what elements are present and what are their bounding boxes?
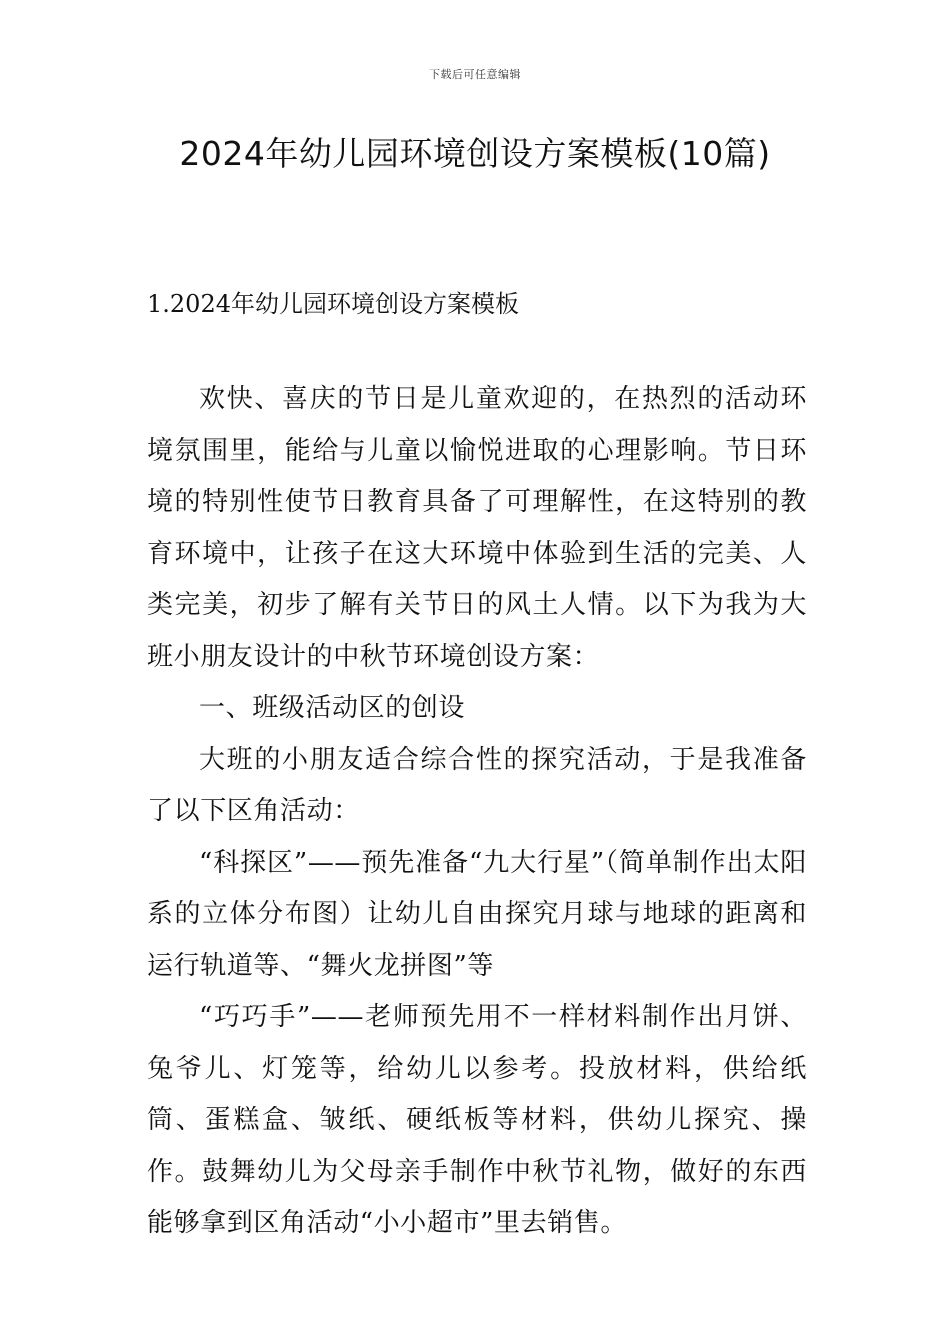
paragraph-science-area: “科探区”——预先准备“九大行星”（简单制作出太阳系的立体分布图）让幼儿自由探究月球与地球的距离和运行轨道等、“舞火龙拼图”等: [147, 847, 807, 981]
paragraph-craft-area: “巧巧手”——老师预先用不一样材料制作出月饼、兔爷儿、灯笼等，给幼儿以参考。投放材料，供给纸筒、蛋糕盒、皱纸、硬纸板等材料，供幼儿探究、操作。鼓舞幼儿为父母亲手制作中秋节礼物，做好的东西能够拿到区角活动“小小超市”里去销售。: [147, 1002, 807, 1238]
paragraph-activities-intro: 大班的小朋友适合综合性的探究活动，于是我准备了以下区角活动：: [147, 744, 807, 826]
paragraph-intro: 欢快、喜庆的节日是儿童欢迎的，在热烈的活动环境氛围里，能给与儿童以愉悦进取的心理影响。节日环境的特别性使节日教育具备了可理解性，在这特别的教育环境中，让孩子在这大环境中体验到生活的完美、人类完美，初步了解有关节日的风土人情。以下为我为大班小朋友设计的中秋节环境创设方案：: [147, 384, 807, 672]
section-heading: 1.2024年幼儿园环境创设方案模板: [147, 290, 519, 318]
paragraph-subheading: 一、班级活动区的创设: [199, 693, 466, 723]
document-title: 2024年幼儿园环境创设方案模板(10篇): [179, 134, 771, 173]
page-header-note: 下载后可任意编辑: [429, 68, 521, 81]
document-body: [147, 374, 807, 1250]
